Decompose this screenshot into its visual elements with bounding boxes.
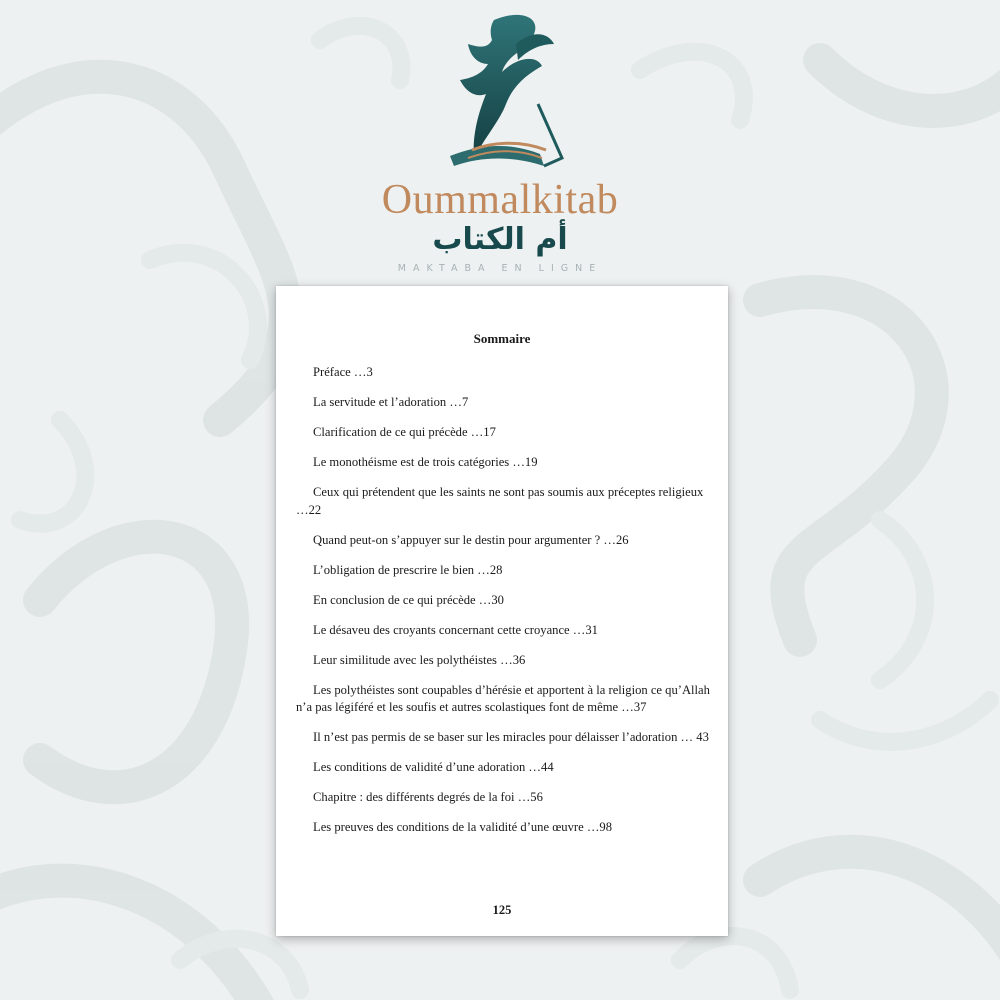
toc-entry: En conclusion de ce qui précède …30 — [313, 592, 504, 607]
toc-entry: Ceux qui prétendent que les saints ne sont pas soumis aux préceptes religieux …22 — [296, 485, 704, 517]
toc-entry: Clarification de ce qui précède …17 — [313, 425, 496, 439]
toc-entry: Quand peut-on s’appuyer sur le destin pour argumenter ? …26 — [313, 532, 629, 547]
brand-tagline: MAKTABA EN LIGNE — [397, 263, 603, 274]
brand-name-arabic: أم الكتاب — [432, 222, 568, 257]
calligraphy-pen-book-icon — [420, 8, 580, 180]
toc-entry: Les conditions de validité d’une adoration …44 — [313, 760, 554, 774]
toc-entry: Chapitre : des différents degrés de la foi …56 — [313, 790, 543, 804]
book-page — [276, 286, 728, 936]
toc-entry: Il n’est pas permis de se baser sur les miracles pour délaisser l’adoration … 43 — [313, 730, 709, 744]
table-of-contents — [296, 364, 716, 849]
toc-entry: Leur similitude avec les polythéistes …36 — [313, 652, 526, 667]
brand-name: Oummalkitab — [381, 177, 619, 223]
toc-entry: La servitude et l’adoration …7 — [313, 395, 469, 409]
toc-entry: L’obligation de prescrire le bien …28 — [313, 562, 503, 577]
toc-entry: Le désaveu des croyants concernant cette croyance …31 — [313, 622, 598, 637]
toc-entry: Les preuves des conditions de la validité d’une œuvre …98 — [313, 820, 613, 834]
toc-entry: Le monothéisme est de trois catégories …19 — [313, 455, 538, 469]
toc-entry: Préface …3 — [313, 365, 373, 379]
page-title: Sommaire — [473, 331, 531, 346]
page-number: 125 — [492, 903, 512, 917]
toc-entry: Les polythéistes sont coupables d’hérésie et apportent à la religion ce qu’Allah n’a pas légiféré et les soufis et autres scolastiques font de même …37 — [296, 682, 710, 714]
publisher-logo — [0, 0, 1000, 290]
